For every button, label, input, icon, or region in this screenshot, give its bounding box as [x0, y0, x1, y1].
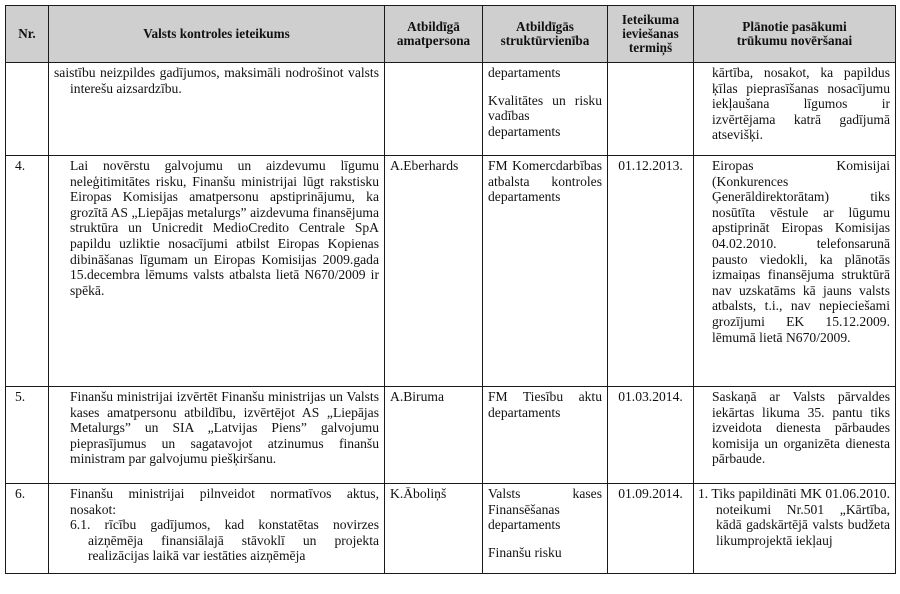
row-recommendation	[49, 484, 385, 574]
table-row	[6, 484, 896, 574]
header-official: Atbildīgā amatpersona	[385, 6, 483, 63]
recommendations-table	[5, 5, 896, 574]
row-nr	[6, 63, 49, 156]
row-official: A.Eberhards	[385, 156, 483, 387]
row-unit	[483, 63, 608, 156]
row-unit	[483, 484, 608, 574]
row-deadline: 01.09.2014.	[608, 484, 694, 574]
row-measures: 1. Tiks papildināti MK 01.06.2010. noteikumi Nr.501 „Kārtība, kādā gadskārtējā valsts budžeta likumprojektā iekļauj	[694, 484, 896, 574]
header-measures: Plānotie pasākumi trūkumu novēršanai	[694, 6, 896, 63]
row-nr: 6.	[6, 484, 49, 574]
row-measures: Eiropas Komisijai (Konkurences Ģenerāldirektorātam) tiks nosūtīta vēstule ar lūgumu apstiprināt Eiropas Komisijas 04.02.2010. telefonsarunā pausto viedokli, ka plānotās izmaiņas finansējuma struktūrā nav uzskatāms kā jauns valsts atbalsts, t.i., nav nepieciešami grozījumi EK 15.12.2009. lēmumā lietā N670/2009.	[694, 156, 896, 387]
row-measures: kārtība, nosakot, ka papildus ķīlas pieprasīšanas nosacījumu iekļaušana līgumos ir izvērtējama katrā gadījumā atsevišķi.	[694, 63, 896, 156]
row-deadline: 01.12.2013.	[608, 156, 694, 387]
row-unit-line-1: Valsts kases Finansēšanas departaments	[488, 486, 602, 533]
table-row	[6, 387, 896, 484]
row-unit: FM Tiesību aktu departaments	[483, 387, 608, 484]
table-header-row	[6, 6, 896, 63]
row-official: A.Biruma	[385, 387, 483, 484]
row-unit-line-2: Kvalitātes un risku vadības departaments	[488, 92, 602, 139]
header-nr: Nr.	[6, 6, 49, 63]
table-row	[6, 63, 896, 156]
row-measures: Saskaņā ar Valsts pārvaldes iekārtas likuma 35. pantu tiks izveidota dienesta pārbaudes komisija un organizēta dienesta pārbaude.	[694, 387, 896, 484]
row-unit-line-2: Finanšu risku	[488, 544, 562, 560]
row-nr: 4.	[6, 156, 49, 387]
row-unit-line-1: departaments	[488, 65, 561, 80]
row-recommendation-sub: 6.1. rīcību gadījumos, kad konstatētas novirzes aizņēmēja finansiālajā stāvoklī un projekta realizācijas laikā var iestāties aizņēmēja	[70, 517, 379, 564]
row-official	[385, 63, 483, 156]
header-unit: Atbildīgās struktūrvienība	[483, 6, 608, 63]
row-recommendation: Finanšu ministrijai izvērtēt Finanšu ministrijas un Valsts kases amatpersonu atbildību, izvērtējot AS „Liepājas Metalurgs” un SIA „Latvijas Piens” galvojumu pieprasījumus un sagatavojot atzinumus finanšu ministram par galvojumu piešķiršanu.	[49, 387, 385, 484]
row-deadline: 01.03.2014.	[608, 387, 694, 484]
row-recommendation-intro: Finanšu ministrijai pilnveidot normatīvos aktus, nosakot:	[70, 486, 379, 517]
row-deadline	[608, 63, 694, 156]
table-row	[6, 156, 896, 387]
row-nr: 5.	[6, 387, 49, 484]
row-recommendation: saistību neizpildes gadījumos, maksimāli nodrošinot valsts interešu aizsardzību.	[49, 63, 385, 156]
header-recommendation: Valsts kontroles ieteikums	[49, 6, 385, 63]
row-official: K.Āboliņš	[385, 484, 483, 574]
header-deadline: Ieteikuma ieviešanas termiņš	[608, 6, 694, 63]
row-unit: FM Komercdarbības atbalsta kontroles departaments	[483, 156, 608, 387]
row-recommendation: Lai novērstu galvojumu un aizdevumu līgumu neleģitimitātes risku, Finanšu ministrijai lūgt rakstisku Eiropas Komisijas amatpersonu apstiprinājumu, ka grozītā AS „Liepājas metalurgs” aizdevuma finansējuma struktūra un Unicredit MedioCredito Centrale SpA papildu uzliktie nosacījumi atbilst Eiropas Kopienas dibināšanas līgumam un Eiropas Komisijas 2009.gada 15.decembra lēmums valsts atbalsta lietā N670/2009 ir spēkā.	[49, 156, 385, 387]
